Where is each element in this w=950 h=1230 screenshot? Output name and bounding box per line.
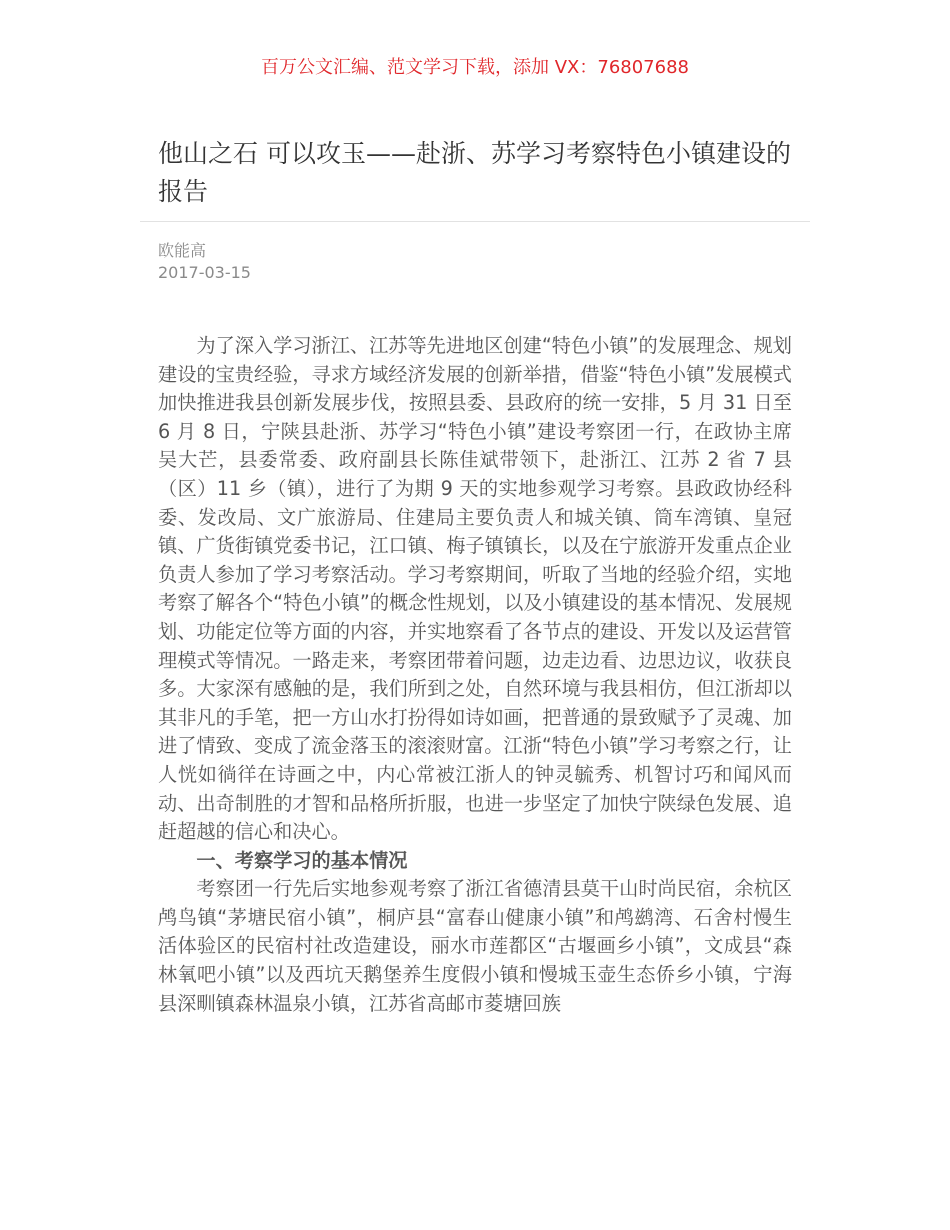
promo-banner: 百万公文汇编、范文学习下载，添加 VX：76807688 [261, 57, 689, 78]
section-paragraph: 考察团一行先后实地参观考察了浙江省德清县莫干山时尚民宿，余杭区鸬鸟镇“茅塘民宿小镇”，桐庐县“富春山健康小镇”和鸬鹚湾、石舍村慢生活体验区的民宿村社改造建设，丽水市莲都区“古堰画乡小镇”，文成县“森林氧吧小镇”以及西坑天鹅堡养生度假小镇和慢城玉壶生态侨乡小镇，宁海县深甽镇森林温泉小镇，江苏省高邮市菱塘回族 [158, 877, 792, 1015]
intro-paragraph: 为了深入学习浙江、江苏等先进地区创建“特色小镇”的发展理念、规划建设的宝贵经验，寻求方域经济发展的创新举措，借鉴“特色小镇”发展模式加快推进我县创新发展步伐，按照县委、县政府的统一安排，5 月 31 日至 6 月 8 日，宁陕县赴浙、苏学习“特色小镇”建设考察团一行，在政协主席吴大芒，县委常委、政府副县长陈佳斌带领下，赴浙江、江苏 2 省 7 县（区）11 乡（镇），进行了为期 9 天的实地参观学习考察。县政政协经科委、发改局、文广旅游局、住建局主要负责人和城关镇、筒车湾镇、皇冠镇、广货街镇党委书记，江口镇、梅子镇镇长，以及在宁旅游开发重点企业负责人参加了学习考察活动。学习考察期间，听取了当地的经验介绍，实地考察了解各个“特色小镇”的概念性规划，以及小镇建设的基本情况、发展规划、功能定位等方面的内容，并实地察看了各节点的建设、开发以及运营管理模式等情况。一路走来，考察团带着问题，边走边看、边思边议，收获良多。大家深有感触的是，我们所到之处，自然环境与我县相仿，但江浙却以其非凡的手笔，把一方山水打扮得如诗如画，把普通的景致赋予了灵魂、加进了情致、变成了流金落玉的滚滚财富。江浙“特色小镇”学习考察之行，让人恍如徜徉在诗画之中，内心常被江浙人的钟灵毓秀、机智讨巧和闻风而动、出奇制胜的才智和品格所折服，也进一步坚定了加快宁陕绿色发展、追赶超越的信心和决心。 [158, 334, 792, 844]
article-date: 2017-03-15 [158, 263, 251, 282]
article-meta [158, 240, 810, 284]
article-title: 他山之石 可以攻玉——赴浙、苏学习考察特色小镇建设的报告 [158, 139, 791, 206]
section-heading: 一、考察学习的基本情况 [196, 848, 408, 872]
article-body [158, 332, 792, 1018]
article [140, 135, 810, 1018]
article-author: 欧能高 [158, 241, 207, 260]
title-divider [140, 221, 810, 222]
